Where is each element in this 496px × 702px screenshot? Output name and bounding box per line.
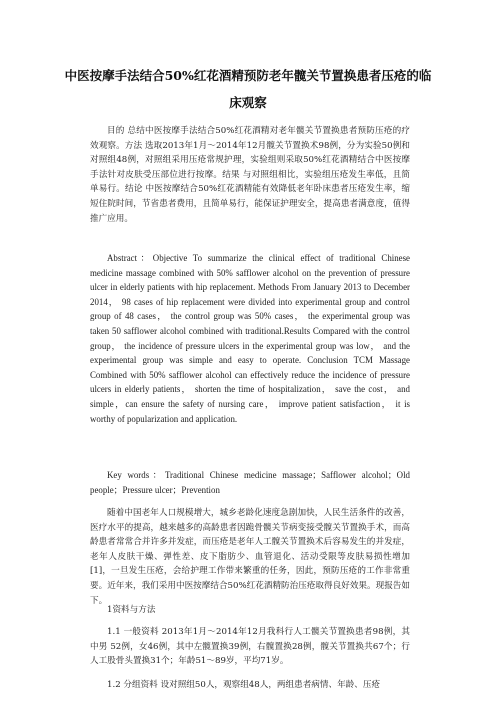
- paper-title-line-1: 中医按摩手法结合50%红花酒精预防老年髋关节置换患者压疮的临: [64, 68, 432, 83]
- paper-title-line-2: 床观察: [229, 95, 267, 110]
- subsection-grouping-data: 1.2 分组资料 设对照组50人，观察组48人，两组患者病情、年龄、压疮: [107, 680, 381, 690]
- chinese-abstract: 目的 总结中医按摩手法结合50%红花酒精对老年髋关节置换患者预防压疮的疗效观察。方法 选取2013年1月～2014年12月髋关节置换术98例，分为实验50例和对照组48例，对照组采用压疮常规护理，实验组则采取50%红花酒精结合中医按摩手法针对皮肤受压部位进行按摩。结果 与对照组相比，实验组压疮发生率低，且简单易行。结论 中医按摩结合50%红花酒精能有效降低老年卧床患者压疮发生率，缩短住院时间，节省患者费用，且简单易行，能保证护理安全，提高患者满意度，值得推广应用。: [90, 126, 410, 224]
- section-heading-materials-methods: 1资料与方法: [107, 605, 156, 615]
- english-abstract: Abstract：Objective To summarize the clinical effect of traditional Chinese medicine massage combined with 50% safflower alcohol on the prevention of pressure ulcer in elderly patients with hip replacement. Methods From January 2013 to December 2014， 98 cases of hip replacement were divided into experimental group and control group of 48 cases， the control group was 50% cases， the experimental group was taken 50 safflower alcohol combined with traditional.Results Compared with the control group， the incidence of pressure ulcers in the experimental group was low， and the experimental group was simple and easy to operate. Conclusion TCM Massage Combined with 50% safflower alcohol can effectively reduce the incidence of pressure ulcers in elderly patients， shorten the time of hospitalization， save the cost， and simple，can ensure the safety of nursing care， improve patient satisfaction， it is worthy of popularization and application.: [90, 253, 410, 424]
- subsection-general-data: 1.1 一般资料 2013年1月～2014年12月我科行人工髋关节置换患者98例，其中男 52例，女46例，其中左髋置换39例，右髋置换28例，髋关节置换共67个；行人工股骨头置换31个；年龄51～89岁，平均71岁。: [90, 627, 410, 667]
- keywords: Key words：Traditional Chinese medicine massage；Safflower alcohol；Old people；Pressure ulcer；Prevention: [90, 470, 410, 495]
- introduction-paragraph: 随着中国老年人口规模增大，城乡老龄化速度急剧加快，人民生活条件的改善，医疗水平的提高，越来越多的高龄患者因跪骨髋关节病变接受髋关节置换手术，而高龄患者常常合并许多并发症，而压疮是老年人工髋关节置换术后容易发生的并发症，老年人皮肤干燥、弹性差、皮下脂肪少、血管退化、活动受限等皮肤易损性增加[1]，一旦发生压疮，会给护理工作带来繁重的任务，因此，预防压疮的工作非常重要。近年来，我们采用中医按摩结合50%红花酒精防治压疮取得良好效果。现报告如下。: [90, 508, 410, 606]
